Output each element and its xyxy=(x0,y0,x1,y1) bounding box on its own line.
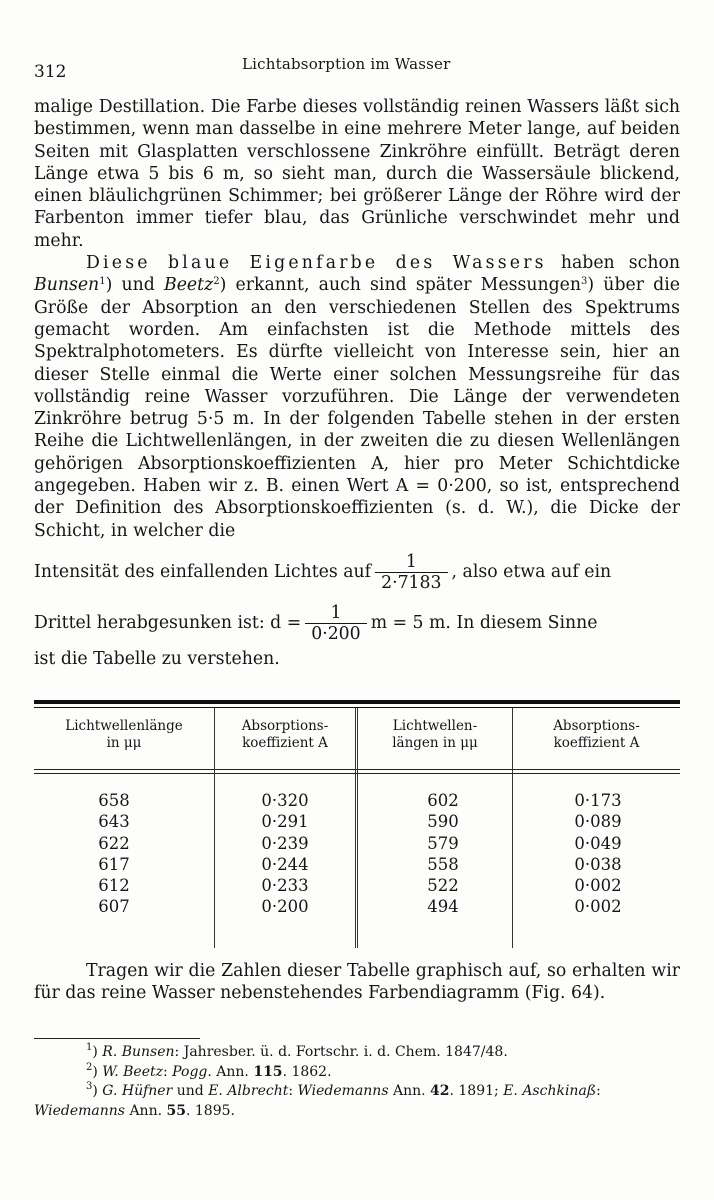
fraction-numerator: 1 xyxy=(330,602,342,623)
footnote-1: $^1$) R. Bunsen: Jahresber. ü. d. Fortschr. i. d. Chem. 1847/48. xyxy=(86,1042,508,1060)
table-cell: 494 xyxy=(427,897,459,917)
footnote-rule xyxy=(34,1038,200,1039)
running-title: Lichtabsorption im Wasser xyxy=(242,55,451,73)
header-line: Lichtwellen- xyxy=(392,718,478,734)
footnote-text: Ann. xyxy=(388,1083,431,1099)
table-header-4 xyxy=(513,718,680,752)
footnote-text: . 1895. xyxy=(185,1102,235,1119)
footnote-volume: 115 xyxy=(253,1063,283,1080)
spaced-phrase: Diese blaue Eigenfarbe des Wassers xyxy=(86,253,547,274)
text-span: m = 5 m. In diesem Sinne xyxy=(370,612,598,633)
footnote-author: R. Bunsen xyxy=(102,1044,175,1060)
footnote-volume: 55 xyxy=(166,1102,186,1119)
body-text-after-table xyxy=(34,960,680,1005)
footnote-3: $^3$) G. Hüfner und E. Albrecht: Wiedemanns Ann. 42. 1891; E. Aschkinaß: xyxy=(86,1081,601,1099)
paragraph-2-end: ist die Tabelle zu verstehen. xyxy=(34,648,280,669)
column-wavelength-2 xyxy=(403,790,483,918)
text-span: haben schon xyxy=(546,253,680,274)
footnote-mark: 2 xyxy=(86,1061,93,1073)
header-line: Absorptions- xyxy=(241,718,329,734)
absorption-table xyxy=(34,700,680,948)
table-cell: 658 xyxy=(98,791,130,810)
table-cell: 0·239 xyxy=(261,833,309,853)
name-beetz: Beetz xyxy=(164,275,214,296)
footnotes xyxy=(34,1043,680,1121)
table-cell: 643 xyxy=(98,812,130,832)
paragraph-2 xyxy=(34,252,680,542)
footnote-text: : xyxy=(163,1063,173,1080)
column-coefficient-2 xyxy=(558,790,638,918)
footnote-mark: 1 xyxy=(86,1042,93,1053)
column-wavelength-1 xyxy=(74,790,154,918)
header-line: Lichtwellenlänge xyxy=(65,718,183,734)
footnote-text: : xyxy=(596,1083,601,1099)
paragraph-1: malige Destillation. Die Farbe dieses vollständig reinen Wassers läßt sich bestimmen, wenn man dasselbe in eine mehrere Meter lange, auf beiden Seiten mit Glasplatten verschlossene Zinkröhre einfüllt. Beträgt deren Länge etwa 5 bis 6 m, so sieht man, durch die Wassersäule blickend, einen bläulichgrünen Schimmer; bei größerer Länge der Röhre wird der Farbenton immer tiefer blau, das Grünliche verschwindet mehr und mehr. xyxy=(34,97,680,251)
footnote-ref-1: 1 xyxy=(99,276,106,288)
table-cell: 0·002 xyxy=(574,876,622,896)
table-cell: 607 xyxy=(98,897,130,917)
footnote-text: . 1891; xyxy=(449,1083,504,1099)
table-cell: 612 xyxy=(98,876,130,896)
table-cell: 0·089 xyxy=(574,812,622,832)
footnote-author: W. Beetz xyxy=(102,1063,163,1080)
footnote-3-continued xyxy=(34,1102,680,1122)
fraction-denominator: 2·7183 xyxy=(375,572,447,593)
text-span: ) über die Größe der Absorption an den verschiedenen Stellen des Spektrums gemacht worden. Am einfachsten ist die Methode mittels des Spektralphotometers. Es dürfte vielleicht von Interesse sein, hier an dieser Stelle einmal die Werte einer solchen Messungsreihe für das vollständig reine Wasser vorzuführen. Die Länge der verwendeten Zinkröhre betrug 5·5 m. In der folgenden Tabelle stehen in der ersten Reihe die Lichtwellenlängen, in der zweiten die zu diesen Wellenlängen gehörigen Absorptionskoeffizienten A, hier pro Meter Schichtdicke angegeben. Haben wir z. B. einen Wert A = 0·200, so ist, entsprechend der Definition des Absorptionskoeffizienten (s. d. W.), die Dicke der Schicht, in welcher die xyxy=(34,275,680,541)
table-cell: 558 xyxy=(427,854,459,874)
footnote-ref-3: 3 xyxy=(581,276,588,288)
footnote-text: und xyxy=(172,1083,209,1099)
table-cell: 0·320 xyxy=(261,791,309,810)
fraction-numerator: 1 xyxy=(405,551,417,572)
table-cell: 0·200 xyxy=(261,897,309,917)
footnote-journal: Wiedemanns xyxy=(297,1083,389,1099)
footnote-text: : xyxy=(288,1083,298,1099)
formula-line-1 xyxy=(34,552,680,593)
table-header-2 xyxy=(215,718,355,752)
text-span: ) und xyxy=(105,275,164,296)
text-span: Intensität des einfallenden Lichtes auf xyxy=(34,561,372,582)
table-cell: 522 xyxy=(427,876,459,896)
footnote-ref-2: 2 xyxy=(213,276,220,288)
footnote-journal: Wiedemanns xyxy=(34,1102,125,1119)
table-cell: 590 xyxy=(427,812,459,832)
footnote-mark: 3 xyxy=(86,1081,93,1092)
text-span: ) erkannt, auch sind später Messungen xyxy=(219,275,582,296)
footnote-text: Ann. xyxy=(125,1102,167,1119)
fraction-denominator: 0·200 xyxy=(305,623,366,644)
footnote-text: Ann. xyxy=(211,1063,254,1080)
table-cell: 0·291 xyxy=(261,812,309,832)
footnote-journal: Pogg. xyxy=(172,1063,212,1080)
table-cell: 0·233 xyxy=(261,876,309,896)
table-header-3 xyxy=(358,718,512,752)
body-text xyxy=(34,96,680,670)
footnote-2: $^2$) W. Beetz: Pogg. Ann. 115. 1862. xyxy=(86,1061,332,1080)
text-span: , also etwa auf ein xyxy=(451,561,612,582)
table-rule xyxy=(34,700,680,704)
table-cell: 602 xyxy=(427,791,459,810)
table-cell: 0·038 xyxy=(574,854,622,874)
footnote-volume: 42 xyxy=(430,1083,450,1099)
table-cell: 0·173 xyxy=(574,791,622,810)
footnote-text: : Jahresber. ü. d. Fortschr. i. d. Chem. 1847/48. xyxy=(174,1044,508,1060)
fraction-e xyxy=(375,552,447,593)
formula-line-2 xyxy=(34,603,680,644)
text-span: Drittel herabgesunken ist: d = xyxy=(34,612,302,633)
table-cell: 0·002 xyxy=(574,897,622,917)
name-bunsen: Bunsen xyxy=(34,275,100,296)
fraction-a xyxy=(305,603,366,644)
header-line: längen in μμ xyxy=(392,735,478,751)
header-line: koeffizient A xyxy=(553,735,640,751)
header-line: koeffizient A xyxy=(242,735,328,751)
table-header-1 xyxy=(34,718,214,752)
paragraph-3: Tragen wir die Zahlen dieser Tabelle graphisch auf, so erhalten wir für das reine Wasser nebenstehendes Farbendiagramm (Fig. 64). xyxy=(34,961,680,1004)
header-line: in μμ xyxy=(106,735,142,751)
footnote-text: . 1862. xyxy=(282,1063,332,1080)
table-cell: 617 xyxy=(98,854,130,874)
column-coefficient-1 xyxy=(245,790,325,918)
footnote-author: E. Aschkinaß xyxy=(503,1083,597,1099)
header-line: Absorptions- xyxy=(553,718,640,734)
page-number: 312 xyxy=(34,62,67,82)
table-cell: 579 xyxy=(427,833,459,853)
footnote-author: G. Hüfner xyxy=(102,1083,173,1099)
footnote-author: E. Albrecht xyxy=(208,1083,289,1099)
table-cell: 0·049 xyxy=(574,833,622,853)
table-cell: 0·244 xyxy=(261,854,309,874)
table-cell: 622 xyxy=(98,833,130,853)
